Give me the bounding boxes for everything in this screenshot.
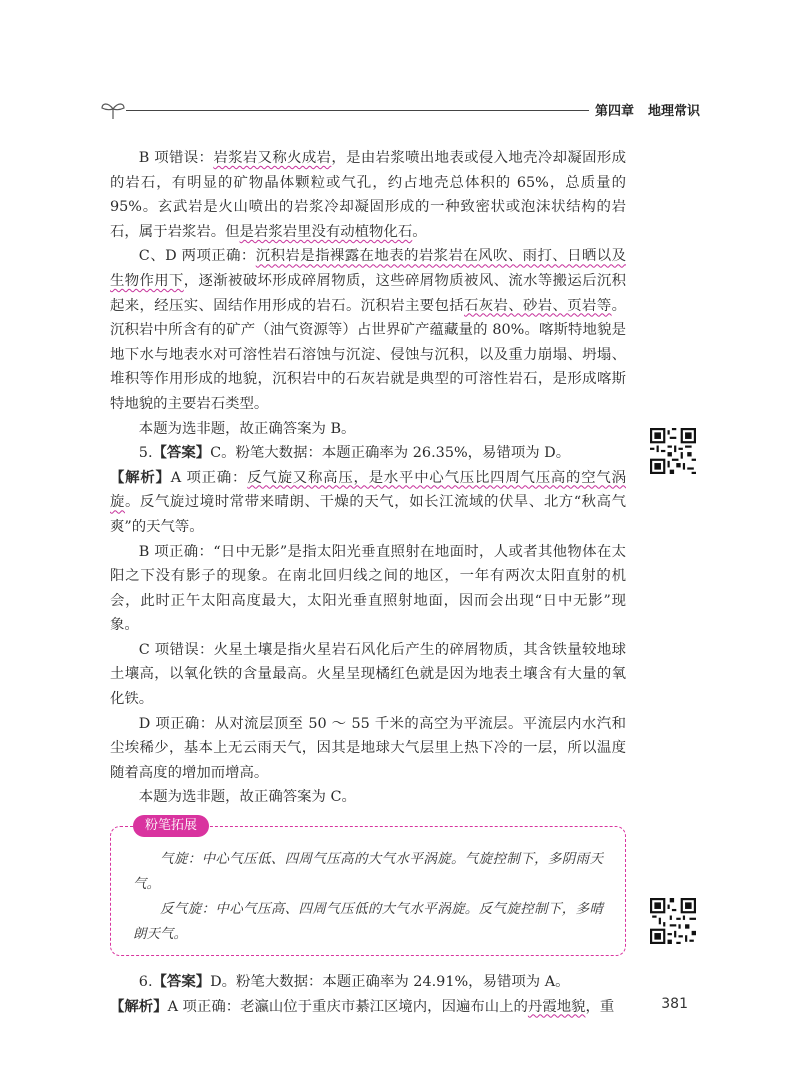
- callout-line-anticyclone: 反气旋：中心气压高、四周气压低的大气水平涡旋。反气旋控制下，多晴朗天气。: [133, 901, 603, 943]
- paragraph-b-shadow: B 项正确：“日中无影”是指太阳光垂直照射在地面时，人或者其他物体在太阳之下没有影子的现象。在南北回归线之间的地区，一年有两次太阳直射的机会，此时正午太阳高度最大，太阳光垂直照射地面，因而会出现“日中无影”现象。: [110, 543, 626, 634]
- paragraph-cd-sedimentary: C、D 两项正确：沉积岩是指裸露在地表的岩浆岩在风吹、雨打、日晒以及生物作用下，逐渐被破坏形成碎屑物质，这些碎屑物质被风、流水等搬运后沉积起来，经压实、固结作用形成的岩石。沉积岩主要包括石灰岩、砂岩、页岩等。沉积岩中所含有的矿产（油气资源等）占世界矿产蕴藏量的 80%。喀斯特地貌是地下水与地表水对可溶性岩石溶蚀与沉淀、侵蚀与沉积，以及重力崩塌、坍塌、堆积等作用形成的地貌，沉积岩中的石灰岩就是典型的可溶性岩石，是形成喀斯特地貌的主要岩石类型。: [110, 248, 626, 412]
- running-header: [96, 98, 700, 124]
- paragraph-conclusion-5: 本题为选非题，故正确答案为 C。: [138, 789, 356, 806]
- question-6-answer: 6.【答案】D。粉笔大数据：本题正确率为 24.91%，易错项为 A。: [138, 973, 570, 991]
- callout-line-cyclone: 气旋：中心气压低、四周气压高的大气水平涡旋。气旋控制下，多阴雨天气。: [133, 851, 603, 893]
- chapter-number: 第四章: [594, 104, 634, 119]
- page-number: 381: [661, 996, 688, 1012]
- chapter-title: 地理常识: [647, 104, 700, 119]
- question-5-answer: 5.【答案】C。粉笔大数据：本题正确率为 26.35%，易错项为 D。: [138, 444, 571, 462]
- qr-code-icon[interactable]: [650, 898, 696, 944]
- chapter-heading: [589, 100, 700, 119]
- qr-code-icon[interactable]: [650, 428, 696, 474]
- sprout-icon: [100, 100, 126, 120]
- header-rule: [126, 110, 664, 111]
- callout-tag: 粉笔拓展: [133, 815, 209, 837]
- question-6-analysis: 【解析】A 项正确：老瀛山位于重庆市綦江区境内，因遍布山上的丹霞地貌，重: [110, 997, 615, 1015]
- question-5-analysis: 【解析】A 项正确：反气旋又称高压，是水平中心气压比四周气压高的空气涡旋。反气旋过境时常带来晴朗、干燥的天气，如长江流域的伏旱、北方“秋高气爽”的天气等。: [110, 468, 626, 535]
- paragraph-c-mars: C 项错误：火星土壤是指火星岩石风化后产生的碎屑物质，其含铁量较地球土壤高，以氧化铁的含量最高。火星呈现橘红色就是因为地表土壤含有大量的氧化铁。: [110, 641, 626, 708]
- paragraph-d-stratosphere: D 项正确：从对流层顶至 50 ～ 55 千米的高空为平流层。平流层内水汽和尘埃稀少，基本上无云雨天气，因其是地球大气层里上热下冷的一层，所以温度随着高度的增加而增高。: [110, 715, 626, 781]
- paragraph-conclusion-4: 本题为选非题，故正确答案为 B。: [138, 420, 356, 437]
- main-content: [110, 146, 626, 1019]
- paragraph-b-rocks: B 项错误：岩浆岩又称火成岩，是由岩浆喷出地表或侵入地壳冷却凝固形成的岩石，有明显的矿物晶体颗粒或气孔，约占地壳总体积的 65%，总质量的 95%。玄武岩是火山喷出的岩浆冷却凝固形成的一种致密状或泡沫状结构的岩石，属于岩浆岩。但是岩浆岩里没有动植物化石。: [110, 150, 626, 240]
- extension-callout: [110, 818, 626, 956]
